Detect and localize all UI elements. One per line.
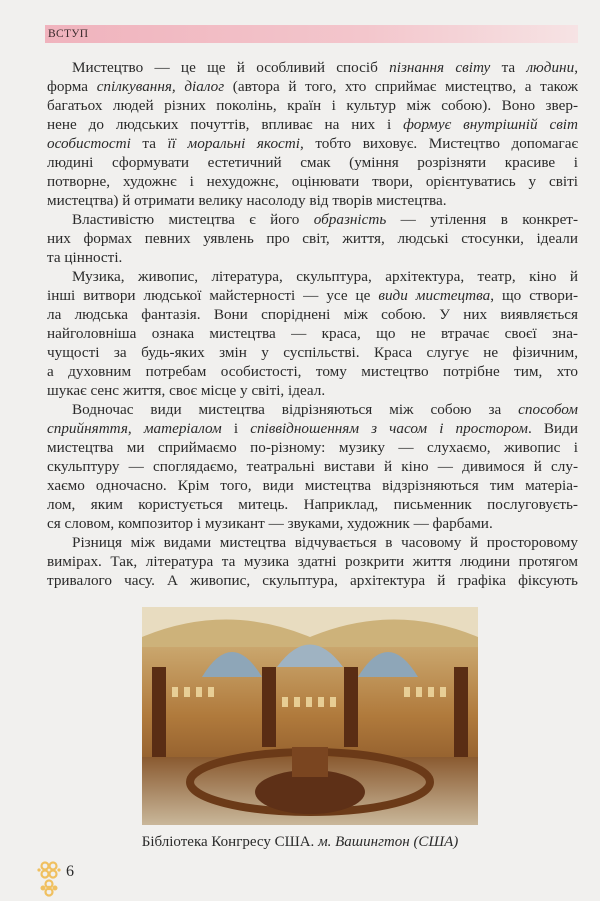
text-line [47, 476, 578, 495]
emphasized-text: формує внутрішній світ [403, 116, 578, 133]
text-segment: Музика, живопис, література, скульптура, архітектура, театр, кіно й [72, 268, 578, 285]
text-segment: нене до людських почуттів, впливає на них і [47, 116, 404, 133]
text-line [47, 172, 578, 191]
text-segment: . Види [527, 420, 578, 437]
paragraph [47, 400, 578, 533]
caption-title: Бібліотека Конгресу США. [141, 834, 319, 850]
text-line [47, 267, 578, 286]
text-segment: найголовніша ознака мистецтва — краса, що не втрачає своєї зна- [47, 325, 578, 342]
page-number: 6 [66, 863, 74, 880]
text-line [47, 305, 578, 324]
text-segment: них формах певних уявлень про світ, життя, людські стосунки, ідеали [47, 230, 578, 247]
text-segment: мистецтва ми сприймаємо по-різному: музику — слухаємо, живопис і [47, 439, 578, 456]
text-line [47, 343, 578, 362]
text-line [47, 248, 578, 267]
paragraph [47, 58, 578, 210]
library-of-congress-photo [142, 607, 478, 825]
text-segment: , тобто виховує. Мистецтво допомагає [299, 135, 578, 152]
emphasized-text: її моральні якості [167, 135, 300, 152]
text-segment: інші витвори людської майстерності — усе це [47, 287, 379, 304]
text-segment: лом, яким користується митець. Наприклад, письменник послуговуєть- [47, 496, 578, 513]
emphasized-text: образність [313, 211, 387, 228]
text-line [47, 191, 578, 210]
text-segment: та [490, 59, 527, 76]
text-segment: , що створи- [490, 287, 579, 304]
text-line [47, 419, 578, 438]
text-line [47, 514, 578, 533]
emphasized-text: особистості [47, 135, 131, 152]
emphasized-text: співвідношенням з часом і простором [250, 420, 528, 437]
text-segment: , [127, 420, 144, 437]
text-segment: мистецтва) й отримати велику насолоду від творів мистецтва. [47, 192, 447, 209]
text-line [47, 58, 578, 77]
text-segment: (автора й того, хто сприймає мистецтво, а також [224, 78, 578, 95]
text-segment: скульптуру — споглядаємо, театральні вистави й кіно — дивимося й слу- [47, 458, 578, 475]
text-line [47, 210, 578, 229]
text-segment: та цінності. [47, 249, 123, 266]
emphasized-text: спілкування, діалог [96, 78, 225, 95]
text-line [47, 457, 578, 476]
paragraph [47, 210, 578, 267]
text-segment: та [130, 135, 168, 152]
text-line [47, 381, 578, 400]
text-line [47, 324, 578, 343]
text-line [47, 362, 578, 381]
text-line [47, 495, 578, 514]
text-segment: а духовним потребам особистості, тому мистецтво потрібне тим, хто [47, 363, 578, 380]
emphasized-text: матеріалом [143, 420, 222, 437]
text-line [47, 438, 578, 457]
text-segment: Різниця між видами мистецтва відчувається в часовому й просторовому [72, 534, 578, 551]
emphasized-text: пізнання світу [389, 59, 491, 76]
text-segment: і [221, 420, 251, 437]
text-segment: хаємо одночасно. Крім того, види мистецтва відзрізняються тим матеріа- [47, 477, 578, 494]
emphasized-text: сприйняття [47, 420, 128, 437]
text-line [47, 77, 578, 96]
text-segment: чущості за будь-яких змін у суспільстві. Краса слугує не фізичним, [47, 344, 578, 361]
text-segment: — утілення в конкрет- [386, 211, 579, 228]
text-line [47, 229, 578, 248]
text-segment: ся словом, композитор і музикант — звуками, художник — фарбами. [47, 515, 493, 532]
text-segment: тривалого часу. А живопис, скульптура, архітектура й графіка фіксують [47, 572, 578, 589]
text-segment: Мистецтво — це ще й особливий спосіб [72, 59, 390, 76]
text-segment: форма [47, 78, 97, 95]
text-line [47, 533, 578, 552]
text-segment: шукає сенс життя, своє місце у світі, ідеал. [47, 382, 326, 399]
text-line [47, 153, 578, 172]
text-segment: Водночас види мистецтва відрізняються між собою за [72, 401, 519, 418]
text-segment: людині сформувати естетичний смак (уміння розрізняти красиве і [47, 154, 578, 171]
text-segment: Властивістю мистецтва є його [72, 211, 314, 228]
text-segment: багатьох людей різних поколінь, країн і культур між собою). Воно звер- [47, 97, 578, 114]
flower-ornament-icon [36, 860, 62, 898]
paragraph [47, 267, 578, 400]
emphasized-text: людини [526, 59, 575, 76]
caption-location: м. Вашингтон (США) [318, 834, 459, 850]
text-line [47, 400, 578, 419]
figure-caption [0, 834, 600, 851]
emphasized-text: види мистецтва [378, 287, 491, 304]
text-line [47, 552, 578, 571]
section-label: ВСТУП [48, 28, 89, 40]
text-segment: потворне, художнє і нехудожнє, оцінювати твори, орієнтуватись у світі [47, 173, 578, 190]
emphasized-text: способом [518, 401, 578, 418]
paragraph [47, 533, 578, 590]
text-line [47, 115, 578, 134]
body-text [47, 58, 578, 590]
text-segment: , [574, 59, 578, 76]
text-line [47, 96, 578, 115]
text-segment: ла людська фантазія. Вони споріднені між собою. У них виявляється [47, 306, 578, 323]
text-segment: вимірах. Так, література та музика здатні розкрити життя людини протягом [47, 553, 578, 570]
text-line [47, 571, 578, 590]
text-line [47, 286, 578, 305]
section-header-band [45, 25, 578, 43]
text-line [47, 134, 578, 153]
